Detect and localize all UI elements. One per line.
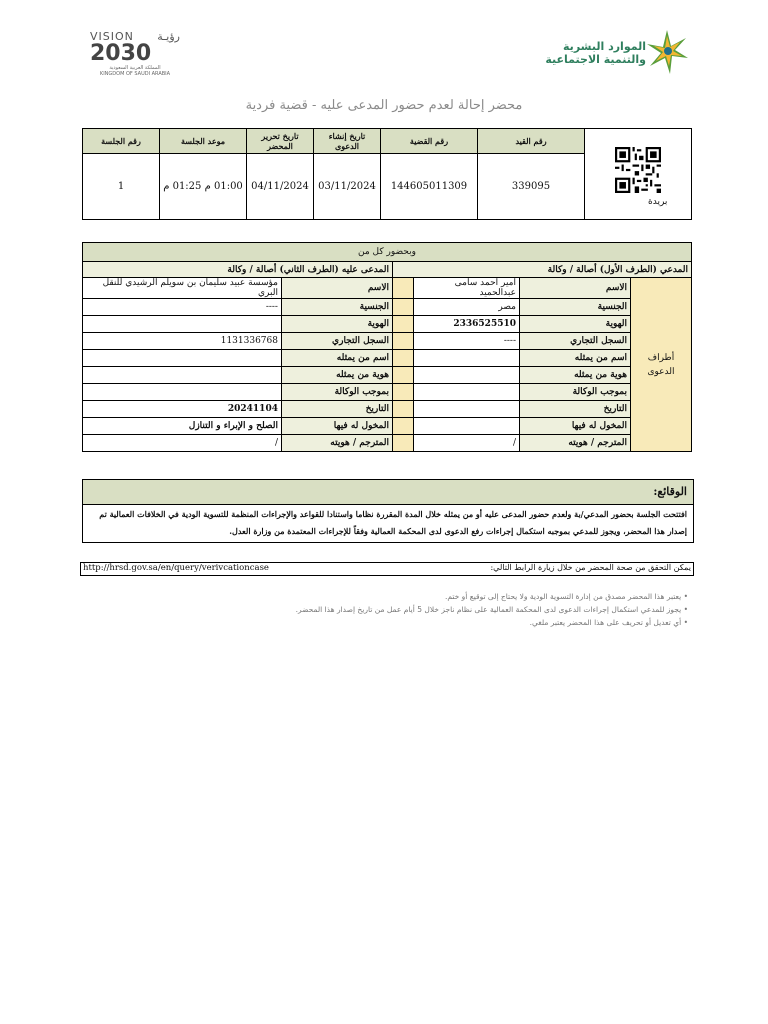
session-no-value: 1 <box>83 154 160 220</box>
defendant-label: المترجم / هويته <box>281 435 392 452</box>
minutes-date-value: 04/11/2024 <box>247 154 314 220</box>
header-record-no: رقم القيد <box>478 129 585 154</box>
party-row <box>83 367 692 384</box>
plaintiff-label: السجل التجاري <box>520 333 631 350</box>
plaintiff-label: المخول له فيها <box>520 418 631 435</box>
defendant-value <box>83 316 282 333</box>
plaintiff-value <box>413 384 519 401</box>
party-rows <box>83 278 692 452</box>
defendant-label: المخول له فيها <box>281 418 392 435</box>
defendant-label: الاسم <box>281 278 392 299</box>
party-row <box>83 384 692 401</box>
defendant-value: / <box>83 435 282 452</box>
party-row <box>83 333 692 350</box>
plaintiff-value: / <box>413 435 519 452</box>
party-row <box>83 350 692 367</box>
plaintiff-value: 2336525510 <box>413 316 519 333</box>
kingdom-ar: المملكة العربية السعودية <box>109 65 161 71</box>
qr-cell <box>585 129 692 220</box>
defendant-title: المدعى عليه (الطرف الثاني) أصالة / وكالة <box>83 262 393 278</box>
facts-body: افتتحت الجلسة بحضور المدعي/بة ولعدم حضور المدعى عليه أو من يمثله خلال المدة المقررة نظاما واستنادا للقواعد والإجراءات المنظمة للتسوية الودية في الخلافات العمالية تم إصدار هذا المحضر، ويجوز للمدعي بموجبه استكمال إجراءات رفع الدعوى لدى المحكمة العمالية وفقاً للإجراءات المعتمدة من وزارة العدل. <box>99 509 687 536</box>
org-name-line2: والتنمية الاجتماعية <box>545 53 646 66</box>
header-case-no: رقم القضية <box>381 129 478 154</box>
separator-cell <box>392 299 413 316</box>
qr-code-icon <box>615 147 661 193</box>
plaintiff-title: المدعي (الطرف الأول) أصالة / وكالة <box>392 262 691 278</box>
parties-table <box>82 242 692 452</box>
party-row <box>83 435 692 452</box>
record-no-value: 339095 <box>478 154 585 220</box>
defendant-label: هوية من يمثله <box>281 367 392 384</box>
defendant-label: الهوية <box>281 316 392 333</box>
defendant-value <box>83 350 282 367</box>
plaintiff-label: الجنسية <box>520 299 631 316</box>
separator-cell <box>392 333 413 350</box>
separator-cell <box>392 367 413 384</box>
plaintiff-value: مصر <box>413 299 519 316</box>
parties-side-label: أطراف الدعوى <box>631 278 692 452</box>
plaintiff-label: المترجم / هويته <box>520 435 631 452</box>
party-row <box>83 401 692 418</box>
separator-cell <box>392 350 413 367</box>
defendant-value: 1131336768 <box>83 333 282 350</box>
hrsd-logo <box>530 28 690 78</box>
separator-cell <box>392 418 413 435</box>
separator-cell <box>392 384 413 401</box>
defendant-value: مؤسسة عبيد سليمان بن سويلم الرشيدي للنقل البري <box>83 278 282 299</box>
header-session-time: موعد الجلسة <box>160 129 247 154</box>
party-row <box>83 299 692 316</box>
plaintiff-label: هوية من يمثله <box>520 367 631 384</box>
plaintiff-value <box>413 367 519 384</box>
vision-year: 2030 <box>90 41 152 66</box>
plaintiff-label: الهوية <box>520 316 631 333</box>
plaintiff-label: اسم من يمثله <box>520 350 631 367</box>
party-row <box>83 316 692 333</box>
hrsd-logo-icon <box>644 28 690 76</box>
defendant-value: ---- <box>83 299 282 316</box>
defendant-label: التاريخ <box>281 401 392 418</box>
case-info-table <box>82 128 692 220</box>
document-title: محضر إحالة لعدم حضور المدعى عليه - قضية فردية <box>245 98 523 113</box>
defendant-label: السجل التجاري <box>281 333 392 350</box>
defendant-value: 20241104 <box>83 401 282 418</box>
plaintiff-value <box>413 418 519 435</box>
separator-cell <box>392 316 413 333</box>
facts-title: الوقائع: <box>83 480 693 505</box>
notes-list <box>88 590 688 629</box>
party-row <box>83 418 692 435</box>
party-row <box>83 278 692 299</box>
defendant-label: الجنسية <box>281 299 392 316</box>
note-item: • يجوز للمدعي استكمال إجراءات الدعوى لدى المحكمة العمالية على نظام ناجز خلال 5 أيام عمل من تاريخ إصدار هذا المحضر. <box>295 605 688 614</box>
verification-link[interactable]: http://hrsd.gov.sa/en/query/verivcationcase <box>83 563 269 573</box>
city-label: بريدة <box>648 197 668 207</box>
header-session-no: رقم الجلسة <box>83 129 160 154</box>
defendant-value: الصلح و الإبراء و التنازل <box>83 418 282 435</box>
session-time-value: 01:00 م 01:25 م <box>160 154 247 220</box>
defendant-label: بموجب الوكالة <box>281 384 392 401</box>
verification-label: يمكن التحقق من صحة المحضر من خلال زيارة الرابط التالي: <box>490 563 691 572</box>
defendant-value <box>83 384 282 401</box>
verification-row <box>80 562 694 576</box>
separator-cell <box>392 435 413 452</box>
plaintiff-value <box>413 350 519 367</box>
plaintiff-value <box>413 401 519 418</box>
plaintiff-label: الاسم <box>520 278 631 299</box>
header-filing-date: تاريخ إنشاء الدعوى <box>314 129 381 154</box>
plaintiff-value: ---- <box>413 333 519 350</box>
attendance-title: وبحضور كل من <box>83 243 692 262</box>
separator-cell <box>392 278 413 299</box>
plaintiff-label: التاريخ <box>520 401 631 418</box>
note-item: • أي تعديل أو تحريف على هذا المحضر يعتبر ملغي. <box>529 618 688 627</box>
vision-word: VISION <box>90 30 134 43</box>
header-minutes-date: تاريخ تحرير المحضر <box>247 129 314 154</box>
org-name-line1: الموارد البشرية <box>563 40 646 53</box>
facts-box <box>82 479 694 543</box>
filing-date-value: 03/11/2024 <box>314 154 381 220</box>
defendant-value <box>83 367 282 384</box>
vision-2030-logo <box>90 30 180 90</box>
defendant-label: اسم من يمثله <box>281 350 392 367</box>
plaintiff-value: امير احمد سامى عبدالحميد <box>413 278 519 299</box>
case-no-value: 144605011309 <box>381 154 478 220</box>
note-item: • يعتبر هذا المحضر مصدق من إدارة التسوية الودية ولا يحتاج إلى توقيع أو ختم. <box>444 592 688 601</box>
vision-arabic: رؤيـة <box>157 30 180 43</box>
separator-cell <box>392 401 413 418</box>
plaintiff-label: بموجب الوكالة <box>520 384 631 401</box>
kingdom-en: KINGDOM OF SAUDI ARABIA <box>99 71 171 77</box>
